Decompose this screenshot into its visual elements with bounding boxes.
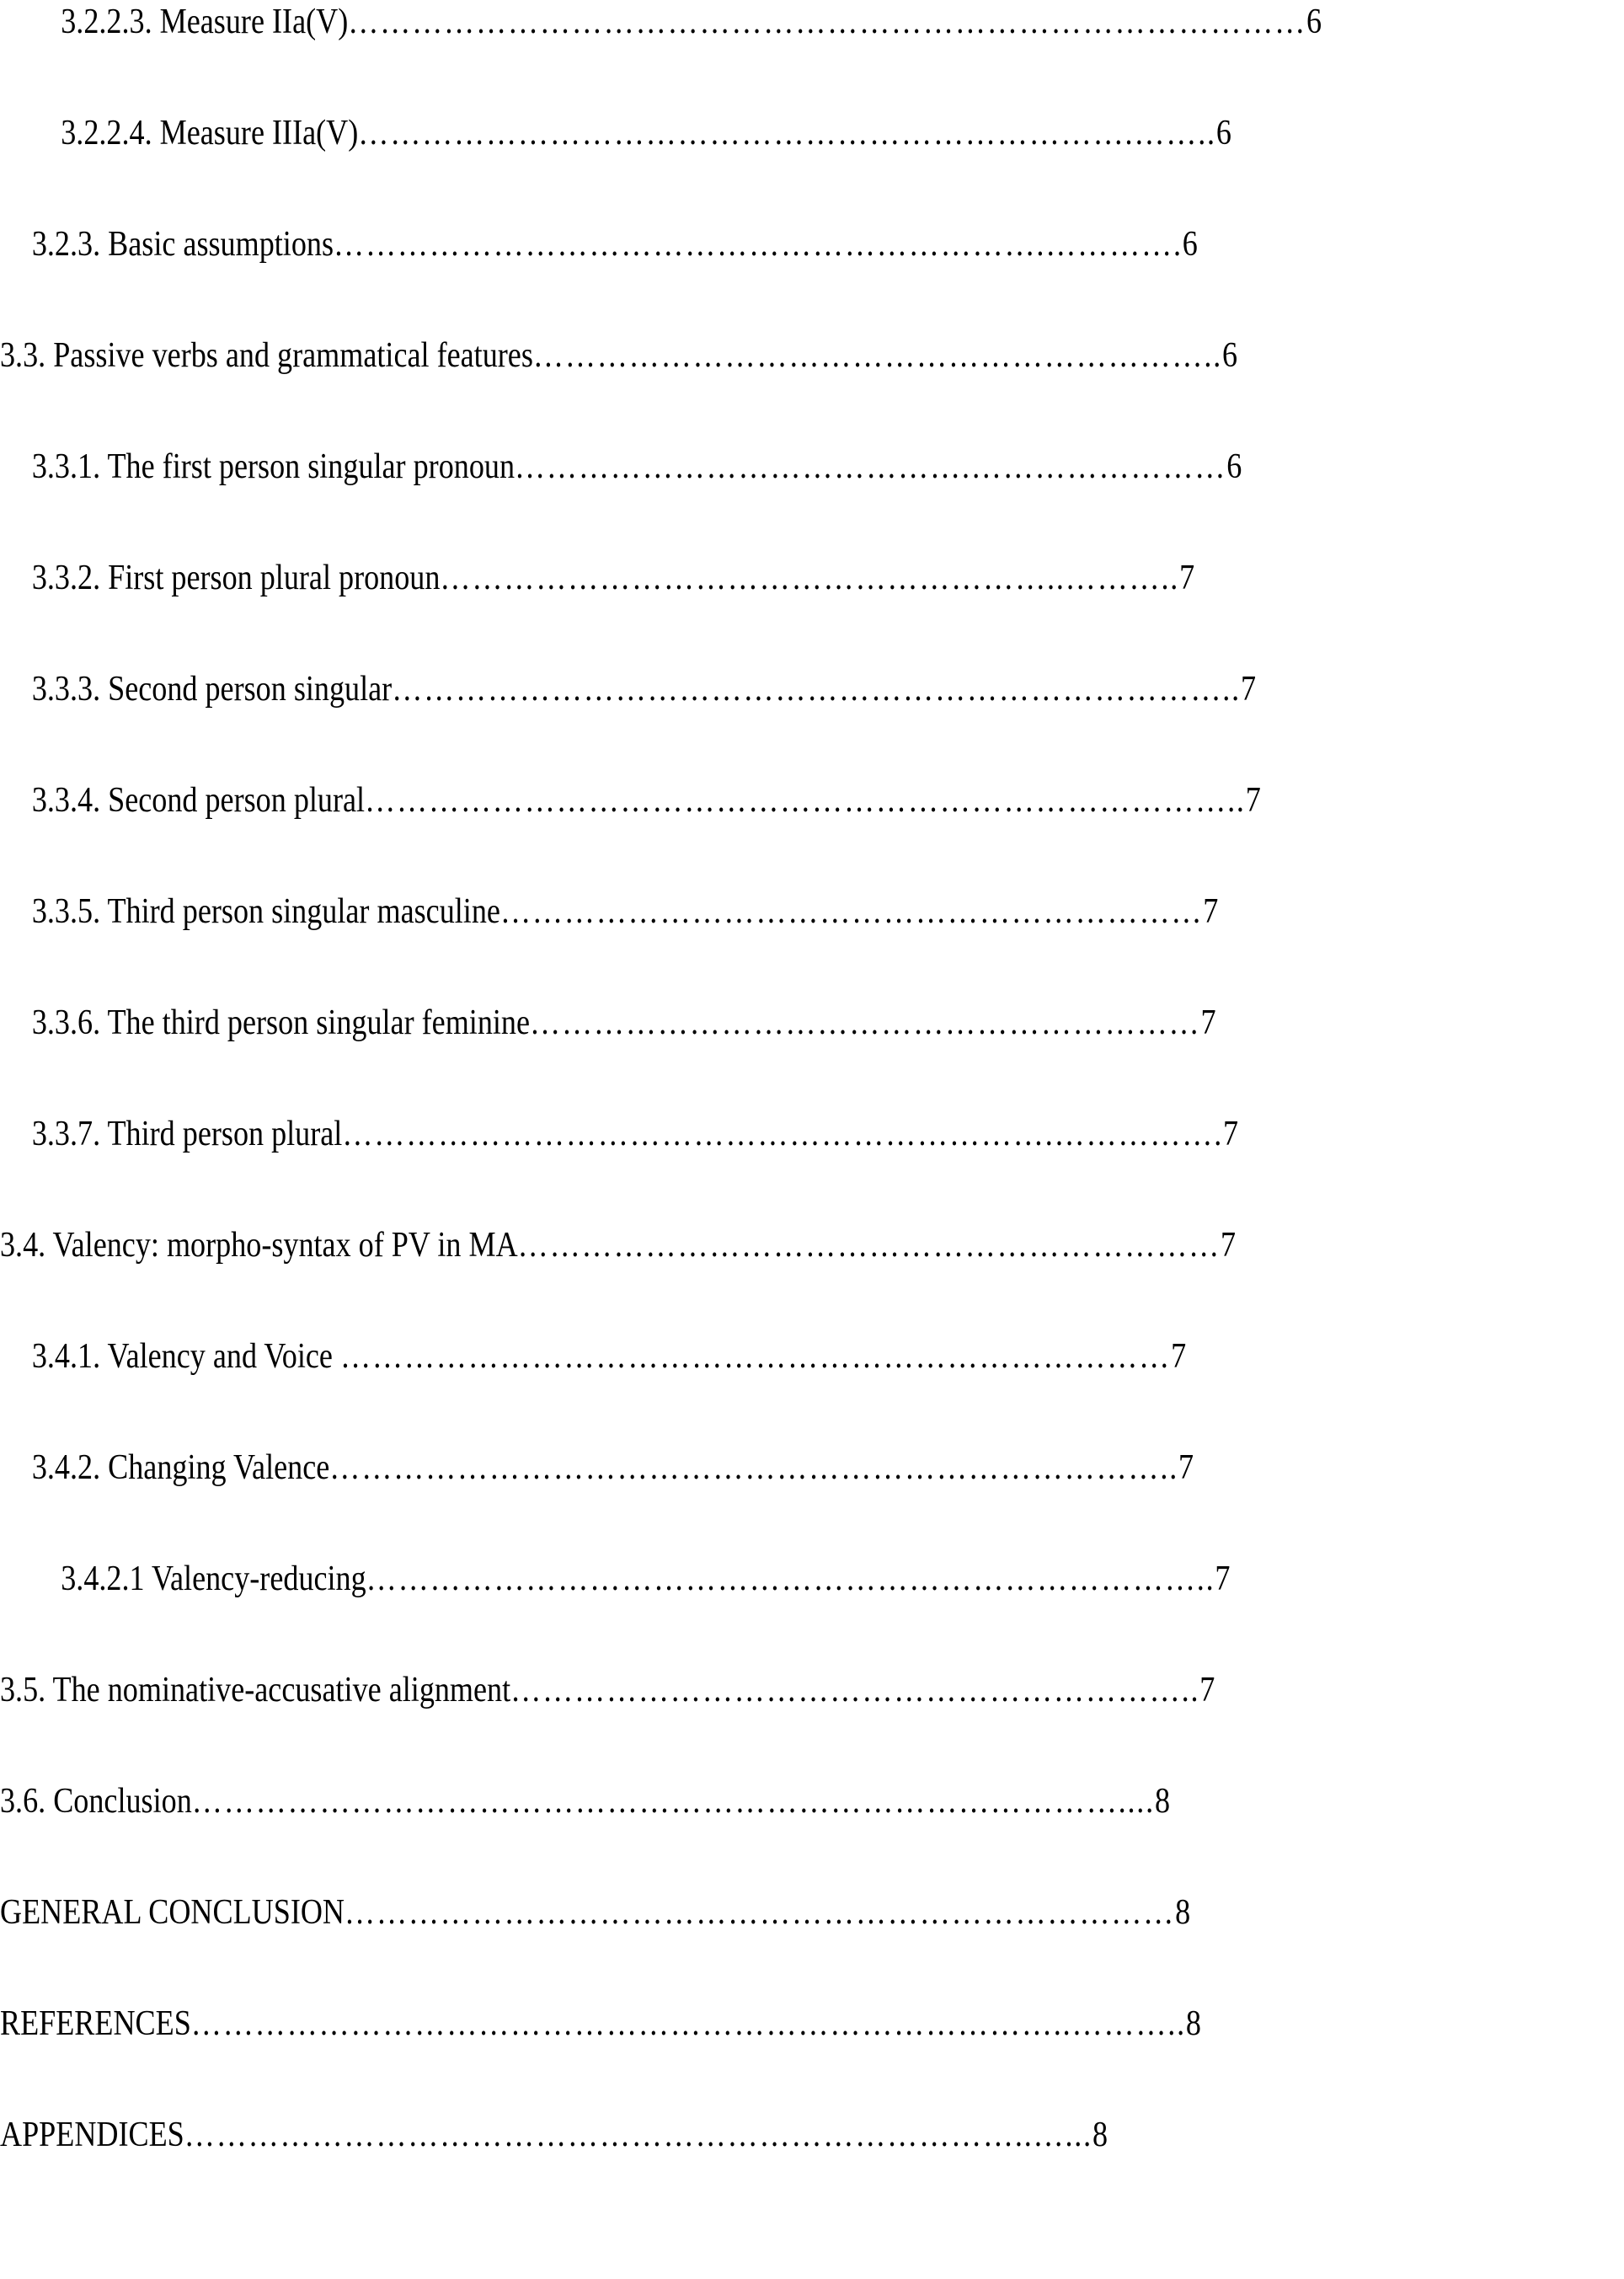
dot-leader: …………………………………………………………	[517, 1226, 1221, 1265]
toc-page-number: 7	[1245, 781, 1261, 820]
toc-entry-title: REFERENCES	[0, 2004, 191, 2043]
toc-page-number: 7	[1221, 1226, 1237, 1265]
toc-page-number: 6	[1182, 225, 1198, 264]
toc-entry-title: 3.3.6. The third person singular feminine	[31, 1003, 531, 1042]
toc-entry-title: 3.3.7. Third person plural	[31, 1115, 343, 1153]
toc-entry-3-4-2-1[interactable]	[0, 1554, 1509, 1604]
dot-leader: …………………………………….……………………	[515, 447, 1227, 486]
toc-entry-3-4-2[interactable]	[0, 1442, 1481, 1493]
toc-entry-title: 3.3.3. Second person singular	[31, 670, 393, 709]
toc-entry-3-3-7[interactable]	[0, 1109, 1481, 1159]
dot-leader: ………………………………………………………….………….	[334, 225, 1183, 264]
dot-leader: ………………………………………………………………………..………..	[190, 2004, 1186, 2043]
toc-entry-3-6[interactable]	[0, 1776, 1449, 1827]
toc-entry-title: 3.2.2.3. Measure IIa(V)	[61, 3, 349, 41]
dot-leader: ……………………………………………………………………..	[392, 670, 1241, 709]
toc-entry-3-2-2-4[interactable]	[0, 108, 1509, 158]
toc-entry-title: 3.3.2. First person plural pronoun	[31, 559, 441, 597]
toc-entry-references[interactable]	[0, 1998, 1449, 2049]
toc-entry-title: 3.4.2.1 Valency-reducing	[61, 1559, 366, 1598]
toc-page-number: 8	[1154, 1782, 1171, 1821]
dot-leader: ………………………………………………………..	[532, 336, 1223, 375]
toc-entry-title: 3.2.2.4. Measure IIIa(V)	[61, 114, 359, 152]
toc-entry-3-4-1[interactable]	[0, 1331, 1481, 1382]
toc-page-number: 7	[1178, 1448, 1194, 1487]
toc-entry-title: 3.4.1. Valency and Voice	[31, 1337, 340, 1376]
toc-page-number: 8	[1185, 2004, 1201, 2043]
toc-page-number: 7	[1171, 1337, 1187, 1376]
toc-page-number: 8	[1092, 2116, 1108, 2154]
dot-leader: ……………………………………………………………….……..	[358, 114, 1216, 152]
toc-entry-3-3-3[interactable]	[0, 664, 1481, 714]
toc-entry-3-5[interactable]	[0, 1665, 1449, 1715]
toc-page-number: 6	[1306, 3, 1322, 41]
toc-entry-title: 3.3.5. Third person singular masculine	[31, 892, 500, 931]
toc-entry-3-4[interactable]	[0, 1220, 1449, 1271]
dot-leader: ……………………………………………………………………	[345, 1893, 1176, 1932]
dot-leader: ……………………………………………………………………..	[329, 1448, 1179, 1487]
toc-entry-3-3-4[interactable]	[0, 775, 1481, 826]
dot-leader: ………………………………………………………………………..	[365, 781, 1246, 820]
toc-page-number: 8	[1175, 1893, 1191, 1932]
dot-leader: ……………………………………………………………………..	[366, 1559, 1215, 1598]
toc-entry-title: 3.5. The nominative-accusative alignment	[0, 1671, 511, 1709]
toc-entry-title: 3.6. Conclusion	[0, 1782, 192, 1821]
dot-leader: ………………………………………………………..	[510, 1671, 1200, 1709]
dot-leader: ……………………………………………………………………………....	[191, 1782, 1155, 1821]
toc-entry-3-3-2[interactable]	[0, 553, 1481, 603]
toc-entry-title: APPENDICES	[0, 2116, 184, 2154]
toc-entry-general-conclusion[interactable]	[0, 1887, 1449, 1938]
toc-page-number: 6	[1215, 114, 1231, 152]
toc-entry-3-3-6[interactable]	[0, 998, 1481, 1048]
toc-page-number: 7	[1223, 1115, 1239, 1153]
dot-leader: ……………………………………………………………………	[339, 1337, 1172, 1376]
dot-leader: ………………………………………………………………………………	[348, 3, 1307, 41]
dot-leader: …………………………………………………..………..	[440, 559, 1180, 597]
toc-page-number: 7	[1203, 892, 1219, 931]
toc-entry-3-3[interactable]	[0, 330, 1449, 381]
toc-entry-title: 3.4.2. Changing Valence	[31, 1448, 330, 1487]
toc-entry-title: 3.3.4. Second person plural	[31, 781, 366, 820]
toc-page-number: 7	[1215, 1559, 1231, 1598]
toc-page-number: 7	[1240, 670, 1257, 709]
dot-leader: ………………………………………………………….…………….	[342, 1115, 1224, 1153]
toc-entry-3-2-3[interactable]	[0, 219, 1481, 270]
toc-entry-title: 3.4. Valency: morpho-syntax of PV in MA	[0, 1226, 518, 1265]
toc-entry-appendices[interactable]	[0, 2110, 1449, 2160]
toc-entry-3-3-1[interactable]	[0, 441, 1481, 492]
toc-page-number: 7	[1200, 1003, 1216, 1042]
toc-page-number: 6	[1222, 336, 1238, 375]
toc-page-number: 7	[1199, 1671, 1215, 1709]
dot-leader: ……………………………………………………………………..…...	[184, 2116, 1092, 2154]
dot-leader: …………………………………………………………	[499, 892, 1204, 931]
toc-page-number: 6	[1226, 447, 1242, 486]
toc-entry-title: 3.3. Passive verbs and grammatical features	[0, 336, 533, 375]
toc-entry-title: 3.2.3. Basic assumptions	[31, 225, 334, 264]
toc-entry-3-3-5[interactable]	[0, 886, 1481, 937]
toc-entry-title: GENERAL CONCLUSION	[0, 1893, 345, 1932]
dot-leader: ………………………………………………………	[530, 1003, 1201, 1042]
toc-entry-title: 3.3.1. The first person singular pronoun	[31, 447, 516, 486]
toc-page-number: 7	[1179, 559, 1195, 597]
toc-entry-3-2-2-3[interactable]	[0, 0, 1509, 47]
